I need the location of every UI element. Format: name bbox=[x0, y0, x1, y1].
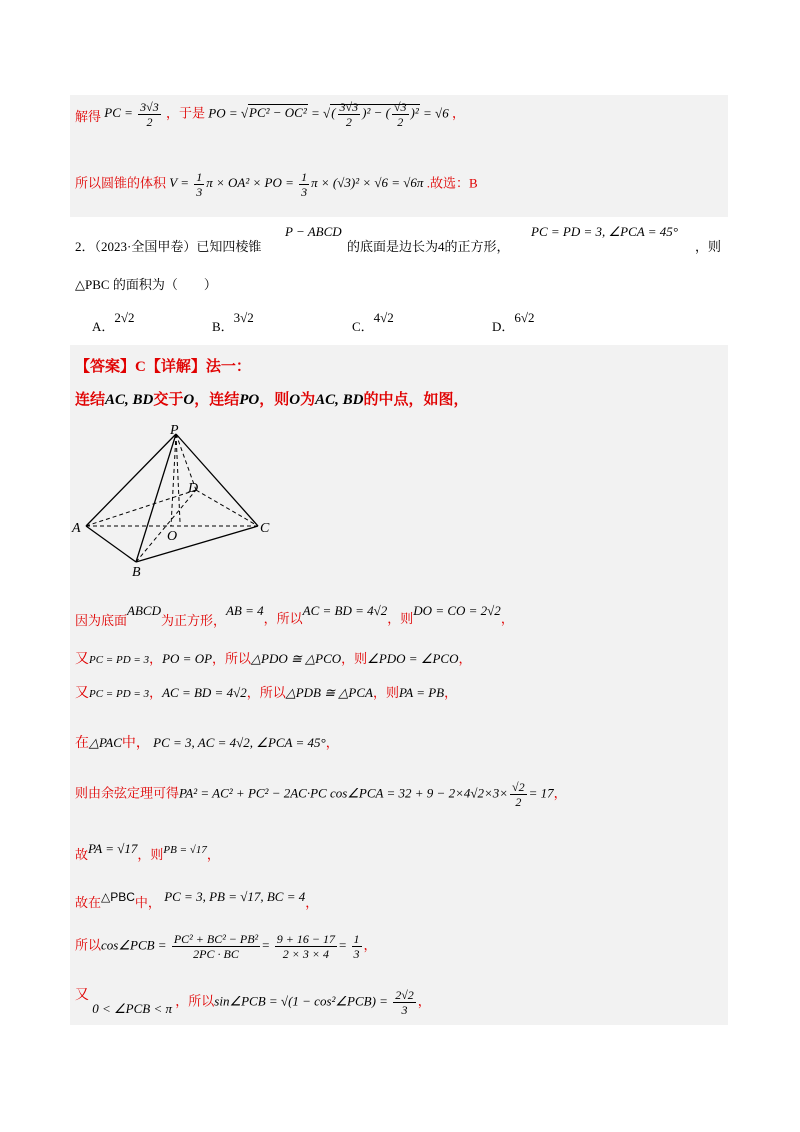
pc-equation: PC = $\frac{3√3}{2}$ bbox=[104, 100, 159, 129]
step-3: 又PC = PD = 3，AC = BD = 4√2，所以△PDB ≅ △PCA，则PA = PB， bbox=[75, 685, 458, 701]
po-equation: PO = √PC² − OC² = √( $\frac{3√3}{2}$ )² − ( $\frac{√3}{2}$ )² = √6 bbox=[208, 100, 449, 129]
label-o: O bbox=[167, 529, 178, 544]
step-9: 又 0 < ∠PCB < π ，所以sin∠PCB = √(1 − cos²∠PCB) = $\frac{2√2}{3}$ ， bbox=[75, 988, 431, 1017]
options-row bbox=[92, 308, 712, 332]
cos-fraction-1: $\frac{\text{PC² + BC² − PB²}}{2PC \cdot BC}$ bbox=[173, 932, 259, 961]
label-a: A bbox=[72, 521, 81, 536]
step-5: 则由余弦定理可得PA² = AC² + PC² − 2AC·PC cos∠PCA = 32 + 9 − 2×4√2×3× $\frac{√2}{2}$ = 17， bbox=[75, 780, 567, 809]
option-c[interactable]: C．4√2 bbox=[352, 310, 394, 334]
step-6: 故PA = √17，则PB = √17， bbox=[75, 841, 220, 862]
edge-pc-inner bbox=[176, 434, 180, 522]
edge-pa bbox=[86, 434, 176, 526]
edge-dc bbox=[196, 490, 258, 526]
label-c: C bbox=[260, 521, 270, 536]
block1-line1: 解得 PC = $\frac{3√3}{2}$ ，于是 PO = √PC² − OC² = √( $\frac{3√3}{2}$ )² − ( $\frac{√3}{2}$ )² = √6 ， bbox=[75, 100, 465, 129]
label-p: P bbox=[170, 423, 179, 438]
step-7: 故在△PBC中， PC = 3, PB = √17, BC = 4， bbox=[75, 889, 319, 910]
edge-bc bbox=[136, 526, 258, 562]
answer-header: 【答案】C【详解】法一： bbox=[75, 359, 251, 375]
block1-line2: 所以圆锥的体积 V = $\frac{1}{3}$ π × OA² × PO = $\frac{1}{3}$ π × (√3)² × √6 = √6π .故选：B bbox=[75, 170, 478, 199]
pyramid-figure bbox=[70, 422, 300, 592]
step-1: 因为底面ABCD为正方形，AB = 4，所以AC = BD = 4√2，则DO = CO = 2√2， bbox=[75, 603, 514, 628]
sin-fraction: $\frac{2√2}{3}$ bbox=[395, 988, 414, 1017]
step-4: 在△PAC中， PC = 3, AC = 4√2, ∠PCA = 45°， bbox=[75, 735, 339, 751]
volume-equation: V = $\frac{1}{3}$ π × OA² × PO = $\frac{1}{3}$ π × (√3)² × √6 = √6π bbox=[169, 170, 424, 199]
label-d: D bbox=[188, 481, 199, 496]
label-b: B bbox=[132, 565, 141, 580]
step-8: 所以cos∠PCB = $\frac{\text{PC² + BC² − PB²}}{2PC \cdot BC}$ = $\frac{9 + 16 - 17}{2 \times 3 \times 4}$ = $\frac{1}{3}$ ， bbox=[75, 932, 377, 961]
option-a[interactable]: A．2√2 bbox=[92, 310, 135, 334]
edge-ab bbox=[86, 526, 136, 562]
step-2: 又PC = PD = 3，PO = OP，所以△PDO ≅ △PCO，则∠PDO = ∠PCO， bbox=[75, 651, 472, 667]
option-b[interactable]: B．3√2 bbox=[212, 310, 254, 334]
edge-pc bbox=[176, 434, 258, 526]
answer-line1: 连结AC, BD交于O，连结PO，则O为AC, BD的中点，如图， bbox=[75, 392, 469, 408]
cos-fraction-3: $\frac{1}{3}$ bbox=[353, 932, 360, 961]
sqrt2-over-2: $\frac{√2}{2}$ bbox=[512, 780, 525, 809]
cos-fraction-2: $\frac{9 + 16 - 17}{2 \times 3 \times 4}$ bbox=[276, 932, 335, 961]
option-d[interactable]: D．6√2 bbox=[492, 310, 535, 334]
question-2-line2: △PBC 的面积为（ ） bbox=[75, 277, 217, 292]
